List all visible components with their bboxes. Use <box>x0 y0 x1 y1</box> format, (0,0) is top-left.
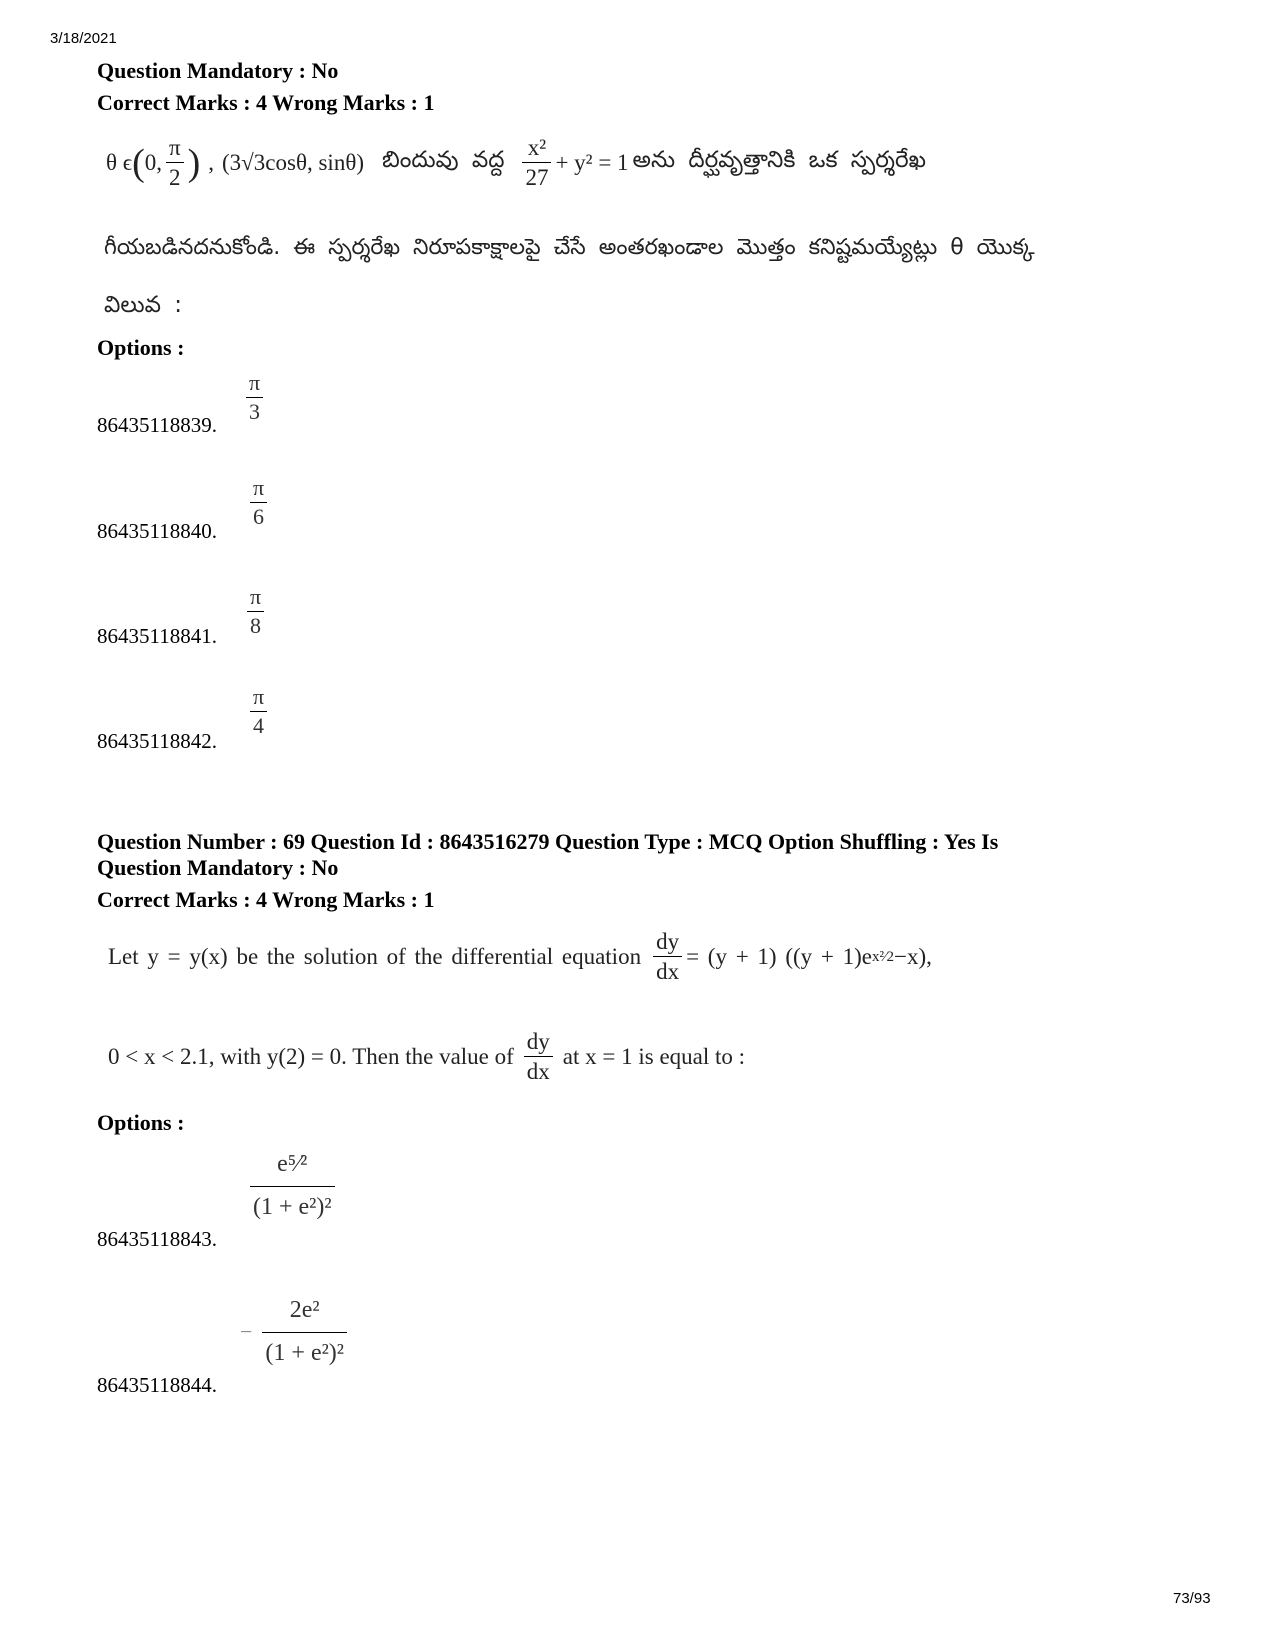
frac-num: dy <box>656 929 680 954</box>
q69-marks: Correct Marks : 4 Wrong Marks : 1 <box>97 887 435 912</box>
rhs-end: −x), <box>894 943 932 969</box>
frac-num: x² <box>527 135 547 160</box>
comma: , <box>208 149 215 175</box>
q69-options-label: Options : <box>97 1110 185 1135</box>
frac-den: (1 + e²)² <box>262 1332 347 1365</box>
x2-over-27 <box>522 136 551 189</box>
frac-den: dx <box>524 1056 553 1083</box>
frac-num: π <box>250 584 262 609</box>
pi-over-2 <box>166 136 184 189</box>
q68-option-3-value <box>243 586 268 637</box>
q69-option-2-value <box>240 1298 351 1365</box>
point-coordinates: (3√3cosθ, sinθ) <box>222 149 364 175</box>
open-paren: ( <box>132 141 145 184</box>
q69-header: Question Number : 69 Question Id : 8643516279 Question Type : MCQ Option Shuffling : Yes Is <box>97 829 999 854</box>
q68-option-1-id[interactable]: 86435118839. <box>97 413 217 437</box>
q68-line2: గీయబడినదనుకోండి. ఈ స్పర్శరేఖ నిరూపకాక్షాలపై చేసే అంతరఖండాల మొత్తం కనిష్టమయ్యేట్లు θ యొక్క <box>104 235 1035 260</box>
frac-den: 2 <box>166 162 184 189</box>
frac-den: 6 <box>250 502 267 528</box>
frac-num: π <box>168 135 181 160</box>
telugu-text-b: అను దీర్ఘవృత్తానికి ఒక స్పర్శరేఖ <box>632 146 927 173</box>
frac-den: 3 <box>246 397 263 423</box>
page-number: 73/93 <box>1173 1590 1211 1607</box>
frac-num: π <box>253 475 265 500</box>
q68-option-4-value <box>246 686 271 737</box>
q69-line1-text: Let y = y(x) be the solution of the differential equation <box>108 943 642 969</box>
frac-num: e⁵⁄² <box>277 1151 308 1177</box>
dy-dx-2 <box>524 1030 553 1083</box>
q68-options-label: Options : <box>97 335 185 360</box>
rhs: = (y + 1) ((y + 1)e <box>686 943 872 969</box>
q68-line1 <box>106 136 926 189</box>
q69-option-1-value <box>246 1152 339 1219</box>
frac-num: π <box>249 370 261 395</box>
q69-line2-text: 0 < x < 2.1, with y(2) = 0. Then the value of <box>108 1043 514 1069</box>
theta-prefix: θ ϵ <box>106 149 133 175</box>
frac-den: 8 <box>247 611 264 637</box>
q68-option-2-value <box>246 477 271 528</box>
q68-option-2-id[interactable]: 86435118840. <box>97 519 217 543</box>
equation-tail: + y² = 1 <box>555 149 629 175</box>
zero: 0, <box>144 149 162 175</box>
q68-mandatory: Question Mandatory : No <box>97 58 339 83</box>
q68-marks: Correct Marks : 4 Wrong Marks : 1 <box>97 90 435 115</box>
q68-option-1-value <box>242 372 267 423</box>
q68-option-4-id[interactable]: 86435118842. <box>97 729 217 753</box>
print-date: 3/18/2021 <box>50 30 117 47</box>
q69-line2-tail: at x = 1 is equal to : <box>562 1043 746 1069</box>
q68-line3: విలువ : <box>104 292 183 318</box>
frac-num: 2e² <box>289 1297 320 1323</box>
q69-line2 <box>108 1030 745 1083</box>
frac-den: dx <box>653 956 682 983</box>
telugu-text-a: బిందువు వద్ద <box>382 146 505 173</box>
frac-num: π <box>253 684 265 709</box>
q69-line1: Let y = y(x) be the solution of the differential equation $\frac{dy}{dx}$ = (y + 1) ((y + 1)e x²⁄2 −x), <box>108 929 932 984</box>
minus-sign: − <box>240 1318 253 1344</box>
frac-den: (1 + e²)² <box>250 1186 335 1219</box>
dy-dx <box>653 930 682 983</box>
q69-option-1-id[interactable]: 86435118843. <box>97 1227 217 1251</box>
frac-den: 4 <box>250 711 267 737</box>
q68-option-3-id[interactable]: 86435118841. <box>97 624 217 648</box>
q69-mandatory: Question Mandatory : No <box>97 855 339 880</box>
q69-option-2-id[interactable]: 86435118844. <box>97 1373 217 1397</box>
frac-num: dy <box>526 1029 550 1054</box>
frac-den: 27 <box>522 162 551 189</box>
close-paren: ) <box>187 141 201 184</box>
